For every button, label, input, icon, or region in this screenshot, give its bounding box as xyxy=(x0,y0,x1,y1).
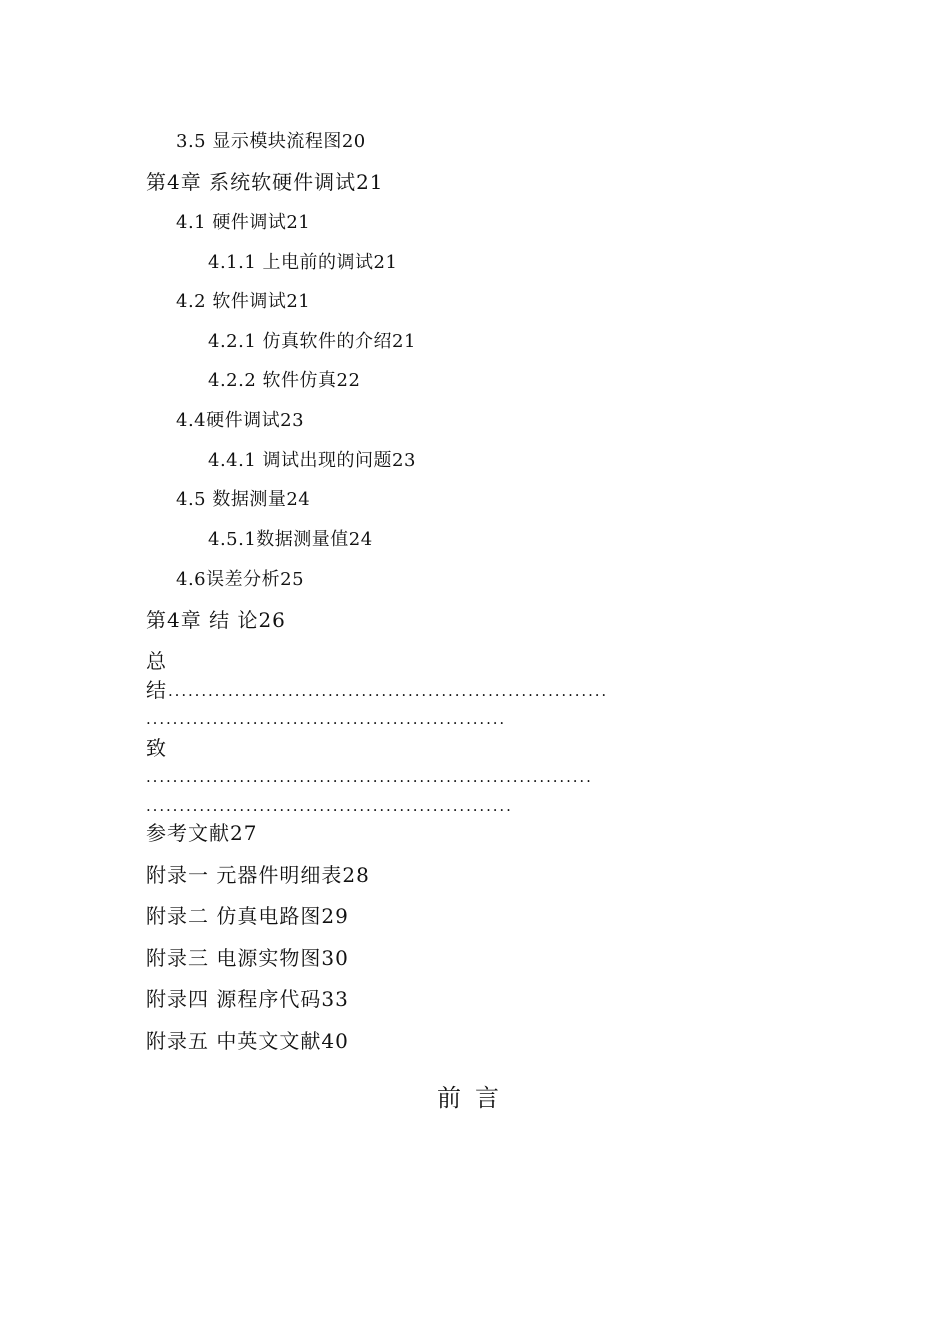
toc-entry-4-1: 4.1 硬件调试21 xyxy=(176,212,311,233)
toc-entry-conclusion: 第4章 结 论26 xyxy=(146,608,286,632)
toc-entry-appendix-5: 附录五 中英文文献40 xyxy=(146,1029,349,1053)
toc-entry-summary-char1: 总 xyxy=(146,649,167,673)
toc-entry-3-5: 3.5 显示模块流程图20 xyxy=(176,131,366,152)
toc-leader-dots-thanks-1: ................................................................... xyxy=(146,770,593,785)
toc-entry-appendix-1: 附录一 元器件明细表28 xyxy=(146,863,370,887)
toc-entry-references: 参考文献27 xyxy=(146,821,258,845)
toc-leader-dots-summary-1: .................................................................. xyxy=(168,684,609,699)
toc-entry-4-2-2: 4.2.2 软件仿真22 xyxy=(208,370,361,391)
toc-leader-dots-thanks-2: ....................................................... xyxy=(146,799,513,814)
toc-entry-4-6: 4.6误差分析25 xyxy=(176,569,305,590)
toc-entry-4-4-1: 4.4.1 调试出现的问题23 xyxy=(208,450,416,471)
toc-entry-chapter-4: 第4章 系统软硬件调试21 xyxy=(146,170,384,194)
toc-entry-4-2: 4.2 软件调试21 xyxy=(176,291,311,312)
toc-entry-4-1-1: 4.1.1 上电前的调试21 xyxy=(208,252,398,273)
toc-entry-appendix-3: 附录三 电源实物图30 xyxy=(146,946,349,970)
toc-entry-4-5: 4.5 数据测量24 xyxy=(176,489,311,510)
toc-entry-thanks-char: 致 xyxy=(146,736,167,760)
toc-entry-summary-char2: 结 xyxy=(146,678,167,702)
preface-heading: 前言 xyxy=(437,1084,513,1112)
toc-leader-dots-summary-2: ...................................................... xyxy=(146,712,507,727)
toc-entry-appendix-4: 附录四 源程序代码33 xyxy=(146,987,349,1011)
toc-entry-appendix-2: 附录二 仿真电路图29 xyxy=(146,904,349,928)
toc-entry-4-4: 4.4硬件调试23 xyxy=(176,410,305,431)
toc-entry-4-5-1: 4.5.1数据测量值24 xyxy=(208,529,373,550)
toc-entry-4-2-1: 4.2.1 仿真软件的介绍21 xyxy=(208,331,416,352)
